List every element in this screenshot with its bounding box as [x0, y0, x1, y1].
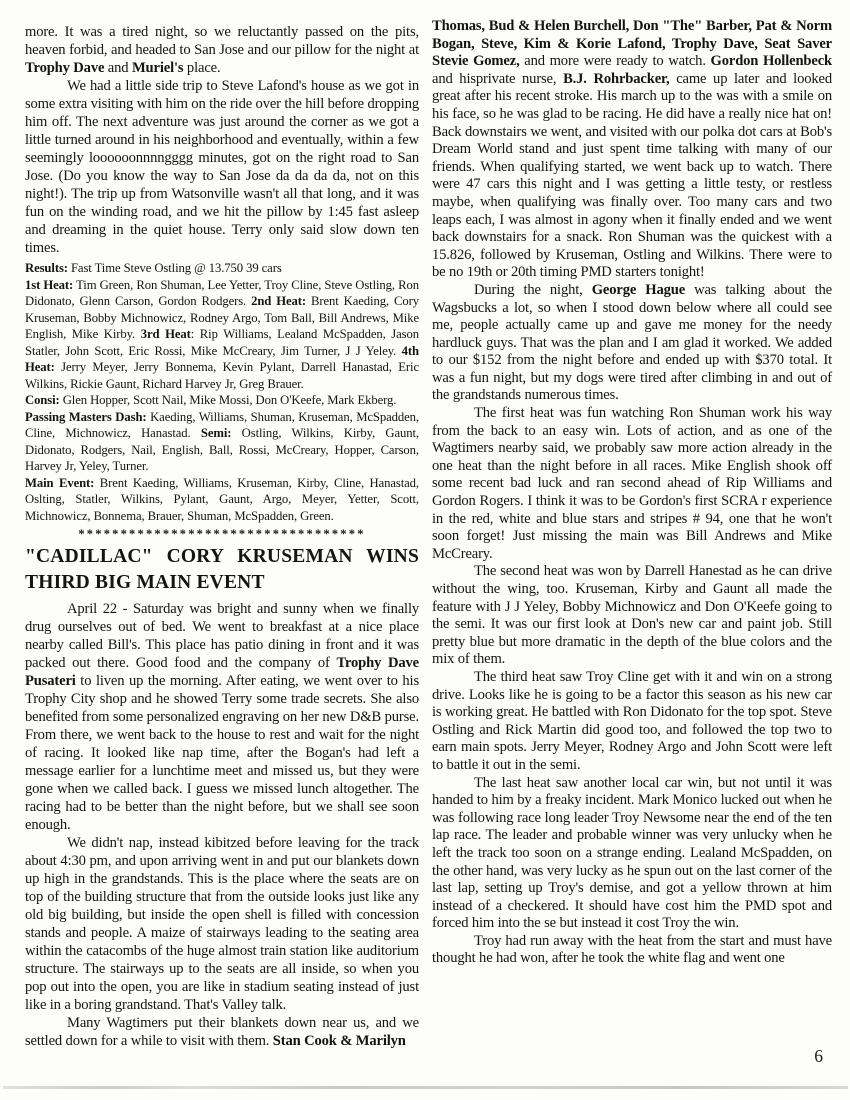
text-segment: B.J. Rohrbacker, — [563, 70, 670, 87]
text-segment: The last heat saw another local car win, but not until it was handed to him by a freaky incident. Mark Monico lucked out when he was following race long leader Troy Newsome near the end of the ten lap race. The leader and probable winner was very unlucky when he left the track too soon on a strange ending. Lealand McSpadden, on the other hand, was very lucky as he spun out on the last corner of the last lap, setting up Troy's demise, and got a yellow thrown at him instead of a checkered. It should have cost him the PMD spot and forced him into the se but instead it cost Troy the win. — [432, 774, 832, 932]
text-segment: We didn't nap, instead kibitzed before leaving for the track about 4:30 pm, and upon arriving went in and put our blankets down up high in the grandstands. This is the place where the seats are on top of the building structure that from the outside looks just like any old big building, but inside the open shell is filled with concession stands and people. A maize of stairways leading to the seating area within the catacombs of the huge almost train station like auditorium structure. The stairways up to the seats are all inside, so when you pop out into the open, you are like in stadium seating instead of just like in a boring grandstand. That's Valley talk. — [25, 835, 419, 1013]
text-segment: place. — [183, 60, 221, 76]
text-segment: to liven up the morning. After eating, we went over to his Trophy City shop and he showed Terry some trade secrets. She also benefited from some personalized engraving on her new D&B purse. From there, we went back to the house to rest and wait for the night of racing. It looked like nap time, after the Bogan's had left a message earlier for a lunchtime meet and missed us, but they were gone when we called back. I guess we missed lunch altogether. The racing had to be better than the night before, but we shall see soon enough. — [25, 673, 419, 833]
text-segment: George Hague — [591, 281, 686, 298]
text-segment: April 22 - Saturday was bright and sunny when we finally drug ourselves out of bed. We went to breakfast at a nice place nearby called Bill's. This place has patio dining in front and it was packed out there. Good food and the company of — [25, 601, 419, 671]
asterisk-separator: ********************************** — [78, 527, 366, 541]
text-segment: Brent Kaeding, Cory Kruseman, Bobby Michnowicz, Rodney Argo, Tom Ball, Bill Andrews, Mike English, Mike Kirby. — [25, 294, 419, 341]
scan-edge-artifact — [3, 1086, 848, 1089]
text-segment: Results: — [25, 261, 68, 275]
paragraph-grandstands — [25, 834, 419, 1014]
text-segment: Thomas, Bud & Helen Burchell, Don "The" Barber, Pat & Norm Bogan, Steve, Kim & Korie Lafond, Trophy Dave, Seat Saver Stevie Gomez, — [432, 18, 832, 70]
text-segment: Ostling, Wilkins, Kirby, Gaunt, Didonato, Rodgers, Nail, English, Ball, Rossi, McCreary, Hopper, Carson, Harvey Jr, Yeley, Turner. — [25, 426, 419, 473]
text-segment: : Rip Williams, Lealand McSpadden, Jason Statler, John Scott, Eric Rossi, Mike McCreary, Jim Turner, J J Yeley. — [25, 327, 419, 358]
results-heats-line — [25, 277, 419, 393]
text-segment: and hisprivate nurse, — [432, 70, 564, 87]
paragraph-last-heat — [432, 775, 832, 933]
text-segment: was talking about the Wagsbucks a lot, so when I stood down below where all could see me, people actually came up and gave me money for the needy hardluck guys. That was the plan and I am glad it worked. We added to our $152 from the night before and ended up with $370 total. It was a fun night, but my dogs were tired after climbing in and out of the grandstands numerous times. — [432, 281, 832, 404]
right-column — [432, 18, 832, 1050]
text-segment: During the night, — [474, 281, 592, 298]
text-segment: Trophy Dave Pusateri — [25, 655, 419, 689]
headline-line-1: "CADILLAC" CORY KRUSEMAN WINS — [25, 546, 419, 567]
results-fast-time-line — [25, 260, 419, 277]
paragraph-april-22 — [25, 600, 419, 834]
paragraph-friends-qualifying — [432, 18, 832, 282]
results-consi-line — [25, 392, 419, 409]
text-segment: Consi: — [25, 393, 60, 407]
text-segment: Tim Green, Ron Shuman, Lee Yetter, Troy Cline, Steve Ostling, Ron Didonato, Glenn Carson, Gordon Rodgers. — [25, 277, 419, 308]
paragraph-side-trip — [25, 77, 419, 257]
text-segment: Muriel's — [131, 60, 184, 76]
text-segment: Fast Time Steve Ostling @ 13.750 39 cars — [67, 261, 282, 275]
text-segment: and more were ready to watch. — [519, 53, 711, 70]
headline-line-2: THIRD BIG MAIN EVENT — [25, 572, 265, 593]
paragraph-wagtimers — [25, 1014, 419, 1050]
article-headline — [25, 544, 419, 596]
results-main-event-line — [25, 475, 419, 525]
text-segment: Many Wagtimers put their blankets down near us, and we settled down for a while to visit with them. — [25, 1015, 419, 1049]
text-segment: 2nd Heat: — [251, 294, 307, 308]
paragraph-first-heat — [432, 405, 832, 563]
text-segment: 4th Heat: — [25, 343, 419, 374]
race-results-block — [25, 260, 419, 524]
text-segment: Semi: — [200, 426, 232, 440]
left-column — [25, 23, 419, 1050]
text-segment: Kaeding, Williams, Shuman, Kruseman, McSpadden, Cline, Michnowicz, Hanastad. — [25, 409, 419, 440]
text-segment: Passing Masters Dash: — [25, 409, 147, 424]
text-segment: 1st Heat: — [25, 277, 74, 292]
text-segment: We had a little side trip to Steve Lafond's house as we got in some extra visiting with him on the ride over the hill before dropping him off. The next adventure was just around the corner as we got a little turned around in his neighborhood and eventually, within a few seemingly loooooonnnngggg minutes, got on the right road to San Jose. (Do you know the way to San Jose da da da da, not on this night!). The trip up from Watsonville wasn't all that long, and it was fun on the winding road, and we hit the pillow by 1:45 fast asleep and dreaming in the quiet house. Terry only said slow down ten times. — [25, 78, 419, 256]
text-segment: Troy had run away with the heat from the start and must have thought he had won, after he took the white flag and went one — [432, 932, 832, 967]
text-segment: 3rd Heat — [140, 327, 191, 341]
text-segment: and — [104, 60, 132, 76]
text-segment: The first heat was fun watching Ron Shuman work his way from the back to an easy win. Lots of action, and as one of the Wagtimers nearby said, we probably saw more action already in the one heat than the night before in all races. Mike English shook off some recent bad luck and ran second ahead of Rip Williams and Gordon Rogers. I think it was to be Gordon's first SCRA r experience in the red, white and blue stars and stripes # 94, one that he won't soon forget! Just missing the main was Bill Andrews and Mike McCreary. — [432, 405, 832, 562]
paragraph-wagsbucks — [432, 282, 832, 405]
paragraph-second-heat — [432, 563, 832, 669]
text-segment: Jerry Meyer, Jerry Bonnema, Kevin Pylant, Darrell Hanastad, Eric Wilkins, Rickie Gaunt, Richard Harvey Jr, Greg Brauer. — [25, 360, 419, 391]
text-segment: Trophy Dave — [25, 60, 105, 76]
paragraph-troy-runaway — [432, 933, 832, 968]
continuation-paragraph — [25, 23, 419, 77]
paragraph-third-heat — [432, 669, 832, 775]
text-segment: The second heat was won by Darrell Hanestad as he can drive without the wing, too. Kruseman, Kirby and Gaunt all made the feature with J J Yeley, Bobby Michnowicz and Don O'Keefe going to the semi. It was our first look at Don's new car and paint job. Still pretty blue but more dramatic in the depth of the blue colors and the mix of them. — [432, 563, 832, 668]
page-number: 6 — [814, 1046, 823, 1066]
text-segment: Brent Kaeding, Williams, Kruseman, Kirby, Cline, Hanastad, Oslting, Statler, Wilkins, Pylant, Gaunt, Argo, Meyer, Yetter, Scott, Michnowicz, Bonnema, Brauer, Shuman, McSpadden, Green. — [25, 475, 419, 523]
text-segment: more. It was a tired night, so we reluctantly passed on the pits, heaven forbid, and headed to San Jose and our pillow for the night at — [25, 24, 419, 58]
text-segment: came up later and looked great after his recent stroke. His march up to the was with a smile on his face, so he was glad to be racing. He did have a really nice hat on! Back downstairs we went, and visited with our polka dot cars at Bob's Dream World stand and just spent time talking with many of our friends. When qualifying started, we went back up to watch. There were 47 cars this night and I was getting a little testy, or restless maybe, when qualifying was finally over. Too many cars and two leaps each, I was almost in agony when it finally ended and we went back downstairs for a snack. Ron Shuman was the quickest with a 15.826, followed by Kruseman, Ostling and Wilkins. There were to be no 19th or 20th timing PMD starters tonight! — [432, 70, 832, 281]
text-segment: The third heat saw Troy Cline get with it and win on a strong drive. Looks like he is going to be a factor this season as his new car is working great. He battled with Ron Didonato for the top spot. Steve Ostling and Rick Martin did good too, and followed the top two to earn main spots. Jerry Meyer, Rodney Argo and John Scott were left to battle it out in the semi. — [432, 668, 832, 773]
text-segment: Stan Cook & Marilyn — [272, 1033, 406, 1049]
text-segment: Glen Hopper, Scott Nail, Mike Mossi, Don O'Keefe, Mark Ekberg. — [59, 393, 397, 407]
text-segment: Gordon Hollenbeck — [710, 53, 833, 70]
results-dash-semi-line — [25, 409, 419, 475]
text-segment: Main Event: — [25, 475, 95, 490]
